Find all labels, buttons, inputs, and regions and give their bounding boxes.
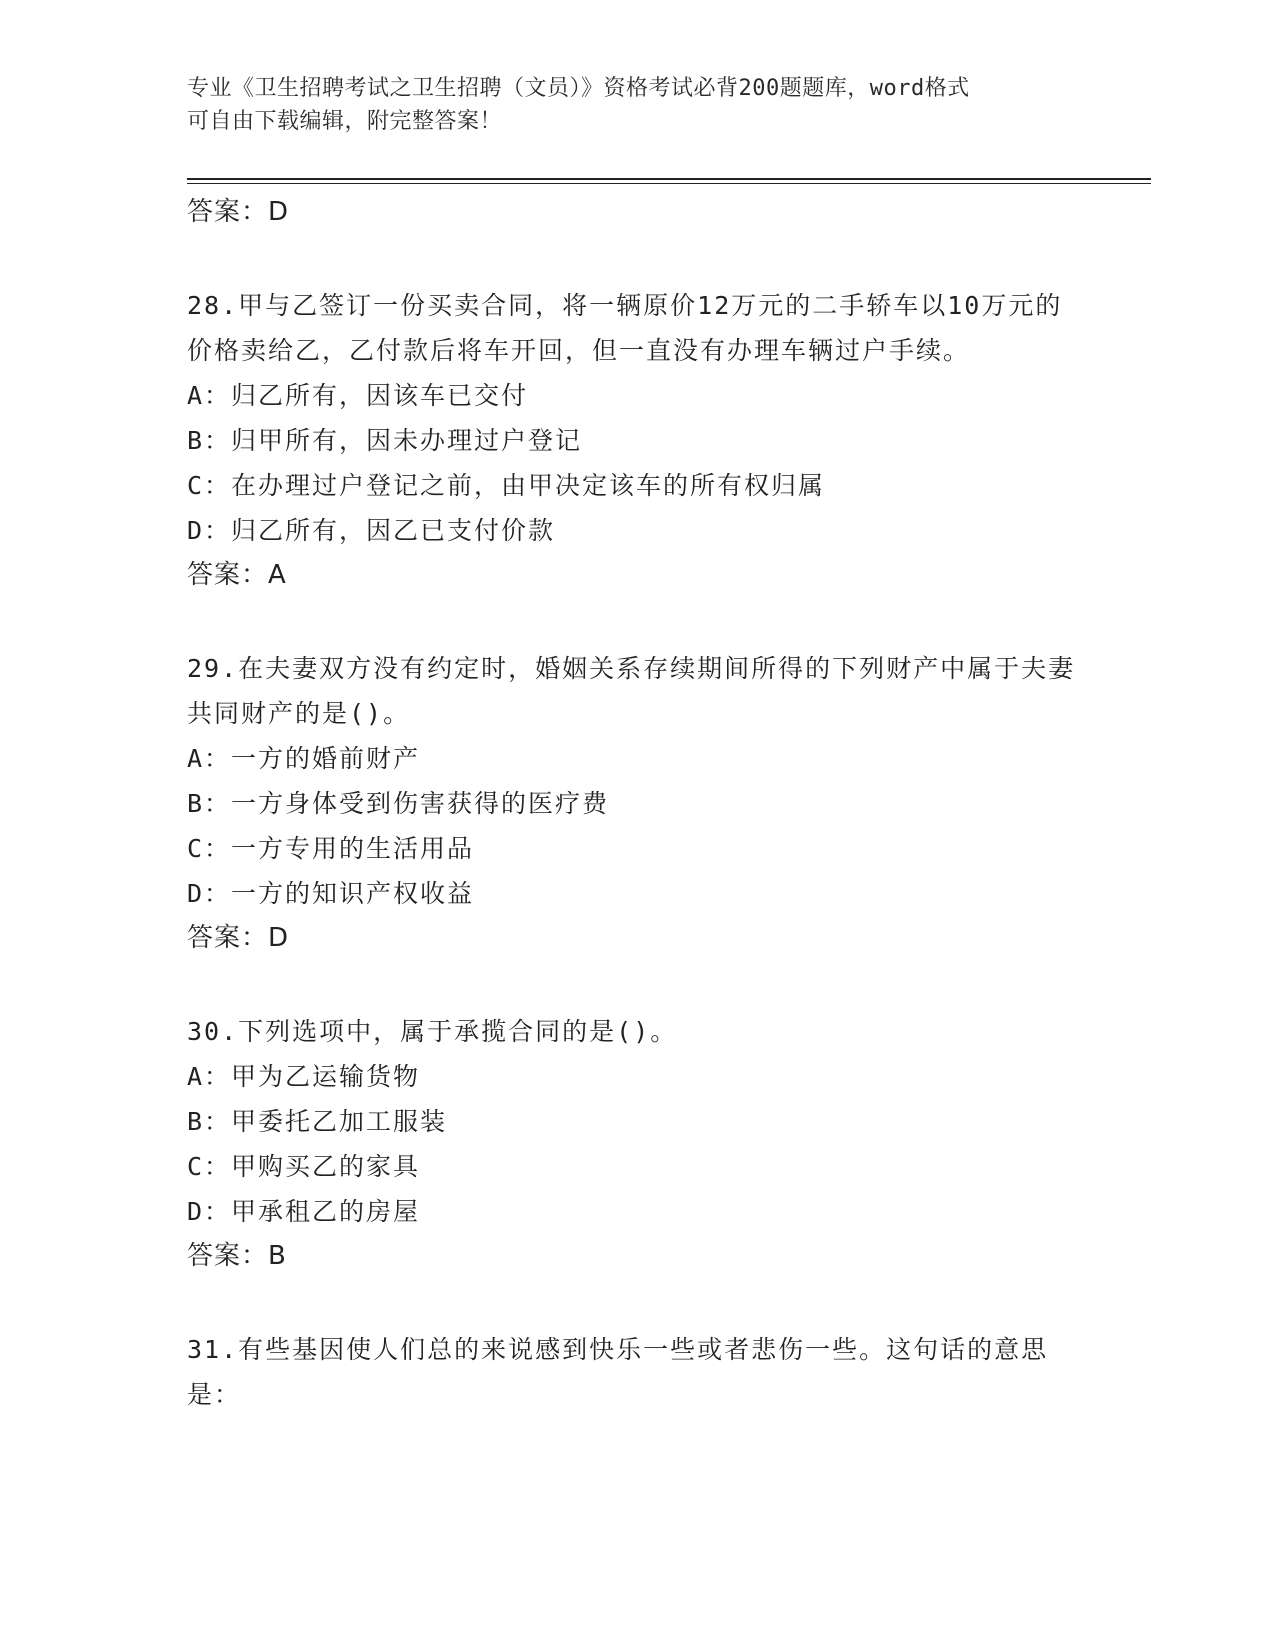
option-c: C：一方专用的生活用品 [187,834,475,863]
question-stem: 30.下列选项中，属于承揽合同的是()。 [187,1017,678,1046]
option-d: D：一方的知识产权收益 [187,879,475,908]
option-b: B：甲委托乙加工服装 [187,1107,448,1136]
option-c: C：在办理过户登记之前，由甲决定该车的所有权归属 [187,471,826,500]
question-29 [187,646,1087,961]
option-c: C：甲购买乙的家具 [187,1152,421,1181]
header-rule-thick [187,178,1151,180]
document-header [187,72,1087,138]
question-stem: 28.甲与乙签订一份买卖合同，将一辆原价12万元的二手轿车以10万元的价格卖给乙，乙付款后将车开回，但一直没有办理车辆过户手续。 [187,291,1063,365]
question-31 [187,1327,1087,1417]
option-a: A：归乙所有，因该车已交付 [187,381,529,410]
question-stem: 29.在夫妻双方没有约定时，婚姻关系存续期间所得的下列财产中属于夫妻共同财产的是()。 [187,654,1076,728]
option-d: D：甲承租乙的房屋 [187,1197,421,1226]
option-a: A：一方的婚前财产 [187,744,421,773]
question-stem: 31.有些基因使人们总的来说感到快乐一些或者悲伤一些。这句话的意思是： [187,1335,1049,1409]
answer: 答案：B [187,1241,287,1271]
option-d: D：归乙所有，因乙已支付价款 [187,516,556,545]
question-list [187,190,1087,1417]
header-title-line-2: 可自由下载编辑，附完整答案！ [187,109,503,134]
question-30 [187,1009,1087,1279]
previous-answer: 答案：D [187,197,290,227]
option-b: B：归甲所有，因未办理过户登记 [187,426,583,455]
header-title-line-1: 专业《卫生招聘考试之卫生招聘（文员）》资格考试必背200题题库，word格式 [187,76,970,101]
option-a: A：甲为乙运输货物 [187,1062,421,1091]
question-28 [187,283,1087,598]
answer: 答案：A [187,560,287,590]
option-b: B：一方身体受到伤害获得的医疗费 [187,789,610,818]
answer: 答案：D [187,923,290,953]
header-rule-thin [187,183,1151,184]
